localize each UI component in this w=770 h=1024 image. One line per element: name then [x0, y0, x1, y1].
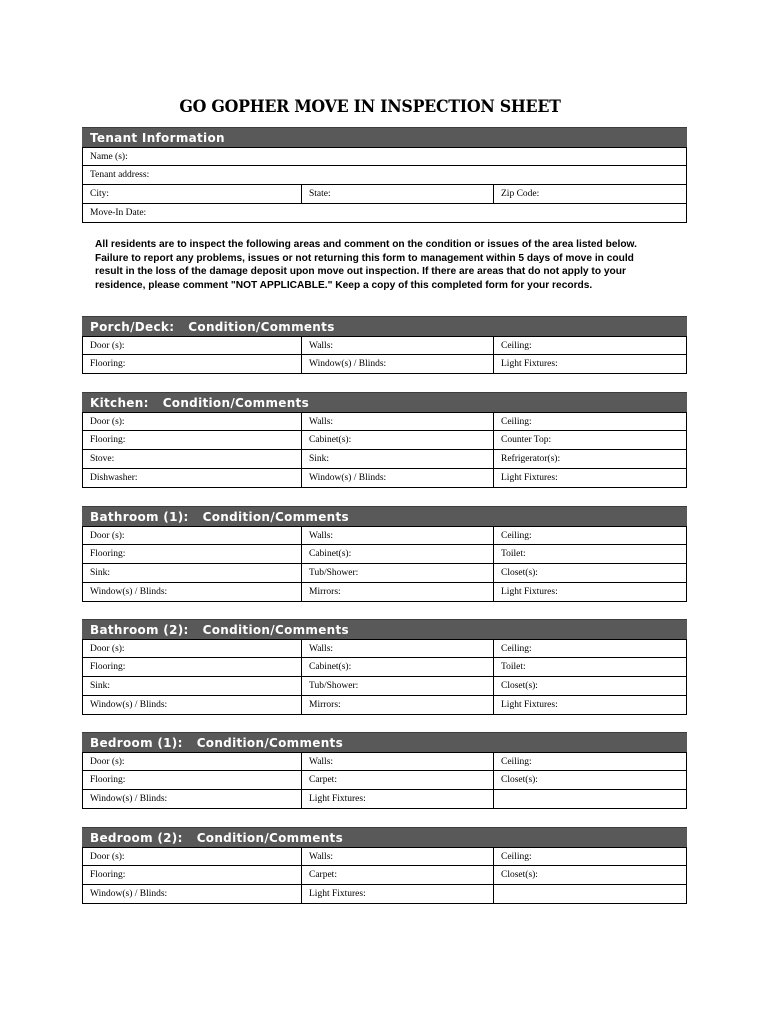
bathroom-1-header — [82, 506, 687, 526]
inspection-row — [82, 790, 687, 809]
inspection-row — [82, 866, 687, 885]
inspection-row — [82, 412, 687, 431]
condition-comments-label: Condition/Comments — [188, 320, 335, 334]
inspection-field[interactable]: Light Fixtures: — [501, 473, 558, 483]
inspection-row — [82, 431, 687, 450]
kitchen-header — [82, 392, 687, 412]
inspection-field[interactable]: Walls: — [302, 527, 494, 544]
inspection-row — [82, 545, 687, 564]
inspection-field[interactable]: Sink: — [83, 677, 302, 695]
inspection-row — [82, 847, 687, 866]
porch-deck-section — [82, 316, 687, 374]
notice-line: result in the loss of the damage deposit upon move out inspection. If there are areas that do not apply to your — [95, 266, 626, 278]
section-name: Bathroom (1): — [90, 510, 189, 524]
bathroom-2-section — [82, 619, 687, 715]
condition-comments-label: Condition/Comments — [202, 510, 349, 524]
section-name: Porch/Deck: — [90, 320, 175, 334]
bedroom-2-section — [82, 827, 687, 904]
inspection-row — [82, 336, 687, 355]
inspection-field[interactable]: Flooring: — [83, 866, 302, 884]
tenant-city-row — [82, 185, 687, 204]
condition-comments-label: Condition/Comments — [196, 831, 344, 845]
inspection-field[interactable]: Counter Top: — [501, 435, 552, 445]
inspection-field[interactable]: Stove: — [83, 450, 302, 468]
inspection-field[interactable]: Mirrors: — [302, 583, 494, 601]
inspection-field[interactable]: Door (s): — [83, 753, 302, 770]
inspection-field[interactable]: Walls: — [302, 413, 494, 430]
inspection-field[interactable]: Window(s) / Blinds: — [83, 696, 302, 714]
tenant-information-header: Tenant Information — [82, 127, 687, 147]
inspection-field[interactable]: Toilet: — [501, 549, 526, 559]
inspection-field[interactable]: Sink: — [302, 450, 494, 468]
kitchen-section — [82, 392, 687, 488]
inspection-row — [82, 885, 687, 904]
bathroom-2-header — [82, 619, 687, 639]
inspection-field[interactable]: Mirrors: — [302, 696, 494, 714]
inspection-field[interactable]: Flooring: — [83, 355, 302, 373]
tenant-address-row — [82, 166, 687, 185]
inspection-row — [82, 564, 687, 583]
section-name: Bathroom (2): — [90, 623, 189, 637]
inspection-field[interactable]: Ceiling: — [501, 417, 532, 427]
bedroom-1-section — [82, 732, 687, 809]
inspection-field[interactable]: Door (s): — [83, 848, 302, 865]
inspection-field[interactable]: Carpet: — [302, 866, 494, 884]
tenant-information-section — [82, 127, 687, 223]
inspection-field[interactable]: Walls: — [302, 640, 494, 657]
inspection-field[interactable]: Cabinet(s): — [302, 545, 494, 563]
notice-line: All residents are to inspect the following areas and comment on the condition or issues of the area listed below. — [95, 239, 637, 250]
inspection-field[interactable]: Light Fixtures: — [302, 790, 494, 808]
inspection-field[interactable]: Flooring: — [83, 658, 302, 676]
condition-comments-label: Condition/Comments — [196, 736, 344, 750]
inspection-field[interactable]: Window(s) / Blinds: — [302, 469, 494, 487]
inspection-field[interactable]: Light Fixtures: — [302, 885, 494, 903]
inspection-field[interactable]: Flooring: — [83, 431, 302, 449]
tenant-address-field[interactable]: Tenant address: — [90, 170, 150, 180]
inspection-row — [82, 771, 687, 790]
page-title: GO GOPHER MOVE IN INSPECTION SHEET — [179, 97, 561, 117]
bedroom-1-header — [82, 732, 687, 752]
notice-line: residence, please comment "NOT APPLICABLE." Keep a copy of this completed form for your records. — [95, 279, 593, 291]
inspection-field[interactable]: Window(s) / Blinds: — [83, 790, 302, 808]
inspection-field[interactable]: Window(s) / Blinds: — [83, 885, 302, 903]
inspection-field[interactable]: Flooring: — [83, 771, 302, 789]
state-field[interactable]: State: — [302, 185, 494, 203]
inspection-field[interactable]: Closet(s): — [501, 870, 538, 880]
inspection-row — [82, 658, 687, 677]
inspection-row — [82, 752, 687, 771]
inspection-field[interactable]: Closet(s): — [501, 568, 538, 578]
condition-comments-label: Condition/Comments — [202, 623, 349, 637]
inspection-field[interactable]: Tub/Shower: — [302, 677, 494, 695]
inspection-field[interactable]: Cabinet(s): — [302, 658, 494, 676]
inspection-field[interactable]: Ceiling: — [501, 852, 532, 862]
inspection-field[interactable]: Cabinet(s): — [302, 431, 494, 449]
inspection-field[interactable]: Tub/Shower: — [302, 564, 494, 582]
move-in-date-field[interactable]: Move-In Date: — [90, 208, 147, 218]
inspection-field[interactable]: Closet(s): — [501, 681, 538, 691]
inspection-row — [82, 677, 687, 696]
inspection-field[interactable]: Ceiling: — [501, 341, 532, 351]
move-in-date-row — [82, 204, 687, 223]
inspection-field[interactable]: Window(s) / Blinds: — [83, 583, 302, 601]
tenant-name-row — [82, 147, 687, 166]
notice-line: Failure to report any problems, issues or not returning this form to management within 5 days of move in could — [95, 252, 634, 264]
inspection-field[interactable]: Sink: — [83, 564, 302, 582]
condition-comments-label: Condition/Comments — [162, 396, 310, 410]
tenant-name-field[interactable]: Name (s): — [90, 152, 128, 162]
inspection-row — [82, 639, 687, 658]
instructions-notice — [95, 238, 685, 292]
inspection-field[interactable]: Walls: — [302, 848, 494, 865]
inspection-field[interactable]: Flooring: — [83, 545, 302, 563]
empty-cell[interactable] — [494, 885, 686, 903]
city-field[interactable]: City: — [83, 185, 302, 203]
zip-code-field[interactable]: Zip Code: — [501, 189, 540, 199]
section-name: Kitchen: — [90, 396, 149, 410]
empty-cell[interactable] — [494, 790, 686, 808]
inspection-field[interactable]: Walls: — [302, 753, 494, 770]
inspection-field[interactable]: Dishwasher: — [83, 469, 302, 487]
section-name: Bedroom (2): — [90, 831, 183, 845]
inspection-field[interactable]: Ceiling: — [501, 644, 532, 654]
inspection-field[interactable]: Door (s): — [83, 527, 302, 544]
inspection-field[interactable]: Closet(s): — [501, 775, 538, 785]
inspection-field[interactable]: Carpet: — [302, 771, 494, 789]
inspection-row — [82, 696, 687, 715]
bedroom-2-header — [82, 827, 687, 847]
inspection-field[interactable]: Light Fixtures: — [501, 587, 558, 597]
inspection-field[interactable]: Walls: — [302, 337, 494, 354]
inspection-row — [82, 450, 687, 469]
inspection-field[interactable]: Ceiling: — [501, 531, 532, 541]
inspection-field[interactable]: Ceiling: — [501, 757, 532, 767]
bathroom-1-section — [82, 506, 687, 602]
inspection-field[interactable]: Door (s): — [83, 640, 302, 657]
inspection-field[interactable]: Light Fixtures: — [501, 359, 558, 369]
inspection-field[interactable]: Window(s) / Blinds: — [302, 355, 494, 373]
inspection-field[interactable]: Door (s): — [83, 337, 302, 354]
inspection-field[interactable]: Refrigerator(s): — [501, 454, 561, 464]
inspection-field[interactable]: Light Fixtures: — [501, 700, 558, 710]
inspection-field[interactable]: Door (s): — [83, 413, 302, 430]
inspection-field[interactable]: Toilet: — [501, 662, 526, 672]
section-name: Bedroom (1): — [90, 736, 183, 750]
inspection-row — [82, 355, 687, 374]
inspection-row — [82, 526, 687, 545]
inspection-row — [82, 583, 687, 602]
inspection-row — [82, 469, 687, 488]
porch-deck-header — [82, 316, 687, 336]
